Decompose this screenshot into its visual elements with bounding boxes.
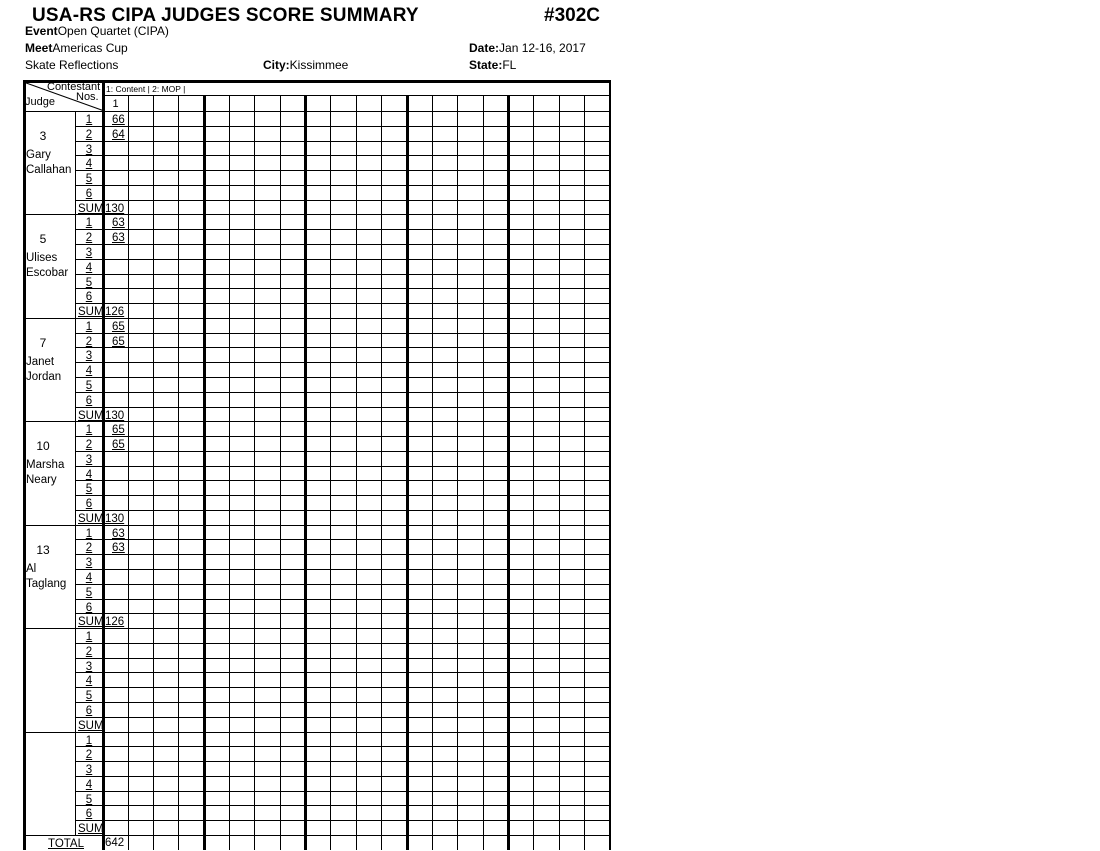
row-label: 6	[85, 188, 93, 200]
row-label: 2	[85, 542, 93, 554]
city-field: City:Kissimmee	[263, 58, 349, 72]
column-divider	[304, 95, 307, 850]
date-label: Date	[469, 41, 496, 55]
column-divider	[406, 95, 409, 850]
row-divider	[75, 599, 609, 600]
score-cell: 130	[105, 410, 125, 422]
row-label: 3	[85, 764, 93, 776]
row-divider	[75, 407, 609, 408]
row-divider	[75, 200, 609, 201]
meet-value: Americas Cup	[52, 41, 128, 55]
row-label: 6	[85, 291, 93, 303]
corner-nos-label: Nos.	[76, 91, 99, 103]
column-divider	[254, 95, 255, 850]
row-label: 2	[85, 749, 93, 761]
column-divider	[356, 95, 357, 850]
judge-number: 3	[39, 129, 47, 143]
score-cell: 65	[112, 321, 125, 333]
row-divider	[75, 702, 609, 703]
row-label: 3	[85, 661, 93, 673]
judge-first-name: Al	[26, 563, 37, 575]
score-cell: 64	[112, 129, 125, 141]
row-divider	[75, 229, 609, 230]
header-divider	[23, 111, 609, 112]
column-divider	[153, 95, 154, 850]
score-cell: 65	[112, 424, 125, 436]
row-divider	[75, 244, 609, 245]
score-cell: 65	[112, 336, 125, 348]
row-divider	[75, 436, 609, 437]
score-cell: 130	[105, 513, 125, 525]
row-label: 4	[85, 779, 93, 791]
column-divider	[381, 95, 382, 850]
row-label: 1	[85, 321, 93, 333]
row-divider	[75, 377, 609, 378]
row-label: 6	[85, 395, 93, 407]
row-label: SUM	[78, 720, 104, 732]
date-field: Date:Jan 12-16, 2017	[469, 41, 586, 55]
row-label: 1	[85, 528, 93, 540]
row-divider	[75, 643, 609, 644]
judge-last-name: Callahan	[26, 164, 72, 176]
row-label: 2	[85, 646, 93, 658]
row-divider	[75, 569, 609, 570]
row-divider	[75, 185, 609, 186]
table-top-border	[23, 80, 611, 83]
row-label: SUM	[78, 616, 104, 628]
total-label: TOTAL	[48, 838, 84, 850]
judge-number: 5	[39, 232, 47, 246]
score-cell: 66	[112, 114, 125, 126]
row-label: 4	[85, 365, 93, 377]
row-label: 2	[85, 129, 93, 141]
column-divider	[203, 95, 206, 850]
score-cell: 126	[105, 616, 125, 628]
row-divider	[75, 480, 609, 481]
row-label: 5	[85, 587, 93, 599]
judge-block-divider	[23, 835, 609, 836]
row-label: SUM	[78, 410, 104, 422]
table-right-border	[609, 80, 611, 850]
row-label: 2	[85, 232, 93, 244]
score-cell: 63	[112, 217, 125, 229]
row-divider	[75, 392, 609, 393]
row-divider	[75, 451, 609, 452]
column-divider	[457, 95, 458, 850]
row-label: 1	[85, 424, 93, 436]
row-label: 5	[85, 173, 93, 185]
row-label: 1	[85, 631, 93, 643]
city-label: City	[263, 58, 286, 72]
row-divider	[75, 584, 609, 585]
column-divider	[507, 95, 510, 850]
row-divider	[75, 805, 609, 806]
column-divider	[330, 95, 331, 850]
row-label: 4	[85, 675, 93, 687]
row-divider	[75, 672, 609, 673]
column-divider	[559, 95, 560, 850]
row-label: 3	[85, 247, 93, 259]
page-title: USA-RS CIPA JUDGES SCORE SUMMARY	[32, 5, 419, 26]
row-label: 4	[85, 158, 93, 170]
row-divider	[75, 259, 609, 260]
row-label: 3	[85, 144, 93, 156]
state-label: State	[469, 58, 499, 72]
score-legend: 1: Content | 2: MOP |	[106, 84, 186, 94]
row-divider	[75, 717, 609, 718]
column-divider	[178, 95, 179, 850]
row-label: 3	[85, 454, 93, 466]
judge-first-name: Ulises	[26, 252, 58, 264]
judge-block-divider	[23, 732, 609, 733]
row-divider	[75, 303, 609, 304]
row-divider	[75, 126, 609, 127]
row-label: 1	[85, 735, 93, 747]
row-divider	[75, 746, 609, 747]
row-label: 6	[85, 498, 93, 510]
row-divider	[75, 539, 609, 540]
score-cell: 130	[105, 203, 125, 215]
row-divider	[75, 820, 609, 821]
corner-contestant-label: Contestant	[47, 81, 101, 93]
score-cell: 126	[105, 306, 125, 318]
row-divider	[75, 658, 609, 659]
judge-number: 10	[36, 439, 50, 453]
city-value: Kissimmee	[289, 58, 349, 72]
event-value: Open Quartet (CIPA)	[57, 24, 169, 38]
event-field	[25, 24, 169, 38]
meet-field	[25, 41, 128, 55]
judge-last-name: Escobar	[26, 267, 69, 279]
row-divider	[75, 613, 609, 614]
row-label: 5	[85, 794, 93, 806]
row-label: 4	[85, 262, 93, 274]
row-label: 4	[85, 469, 93, 481]
column-divider	[483, 95, 484, 850]
column-divider	[128, 95, 129, 850]
column-divider	[229, 95, 230, 850]
row-label: 5	[85, 690, 93, 702]
column-divider	[280, 95, 281, 850]
row-divider	[75, 155, 609, 156]
row-divider	[75, 170, 609, 171]
row-divider	[75, 347, 609, 348]
judge-last-name: Jordan	[26, 371, 62, 383]
row-label: 2	[85, 336, 93, 348]
row-divider	[75, 288, 609, 289]
judge-first-name: Marsha	[26, 459, 65, 471]
judge-first-name: Gary	[26, 149, 51, 161]
row-divider	[75, 761, 609, 762]
judge-last-name: Taglang	[26, 578, 67, 590]
row-label: 6	[85, 602, 93, 614]
row-label: 3	[85, 350, 93, 362]
judge-first-name: Janet	[26, 356, 55, 368]
row-divider	[75, 495, 609, 496]
row-divider	[75, 791, 609, 792]
state-field: State:FL	[469, 58, 517, 72]
contestant-number: 1	[112, 98, 119, 110]
row-label: 4	[85, 572, 93, 584]
row-label: 3	[85, 557, 93, 569]
judge-number: 7	[39, 336, 47, 350]
row-label: 5	[85, 380, 93, 392]
row-divider	[75, 466, 609, 467]
column-divider	[584, 95, 585, 850]
row-label: 5	[85, 277, 93, 289]
venue: Skate Reflections	[25, 58, 119, 72]
row-divider	[75, 776, 609, 777]
row-label: 5	[85, 483, 93, 495]
score-table	[23, 80, 610, 850]
row-divider	[75, 333, 609, 334]
row-divider	[75, 554, 609, 555]
row-label: 1	[85, 217, 93, 229]
judge-number: 13	[36, 543, 50, 557]
row-label: SUM	[78, 306, 104, 318]
judge-last-name: Neary	[26, 474, 57, 486]
row-label: SUM	[78, 203, 104, 215]
meet-label: Meet	[25, 41, 53, 55]
row-label: SUM	[78, 823, 104, 835]
row-label: 1	[85, 114, 93, 126]
score-cell: 63	[112, 232, 125, 244]
row-label: SUM	[78, 513, 104, 525]
event-label: Event	[25, 24, 58, 38]
total-value: 642	[105, 837, 125, 849]
row-divider	[75, 141, 609, 142]
corner-judge-label: Judge	[25, 96, 55, 108]
row-label: 6	[85, 705, 93, 717]
state-value: FL	[502, 58, 517, 72]
row-divider	[75, 362, 609, 363]
column-divider	[432, 95, 433, 850]
date-value: Jan 12-16, 2017	[499, 41, 586, 55]
row-divider	[75, 510, 609, 511]
row-divider	[75, 687, 609, 688]
row-label: 2	[85, 439, 93, 451]
form-number: #302C	[544, 5, 600, 26]
row-label: 6	[85, 808, 93, 820]
column-divider	[533, 95, 534, 850]
row-divider	[75, 274, 609, 275]
score-cell: 63	[112, 528, 125, 540]
score-cell: 65	[112, 439, 125, 451]
score-cell: 63	[112, 542, 125, 554]
